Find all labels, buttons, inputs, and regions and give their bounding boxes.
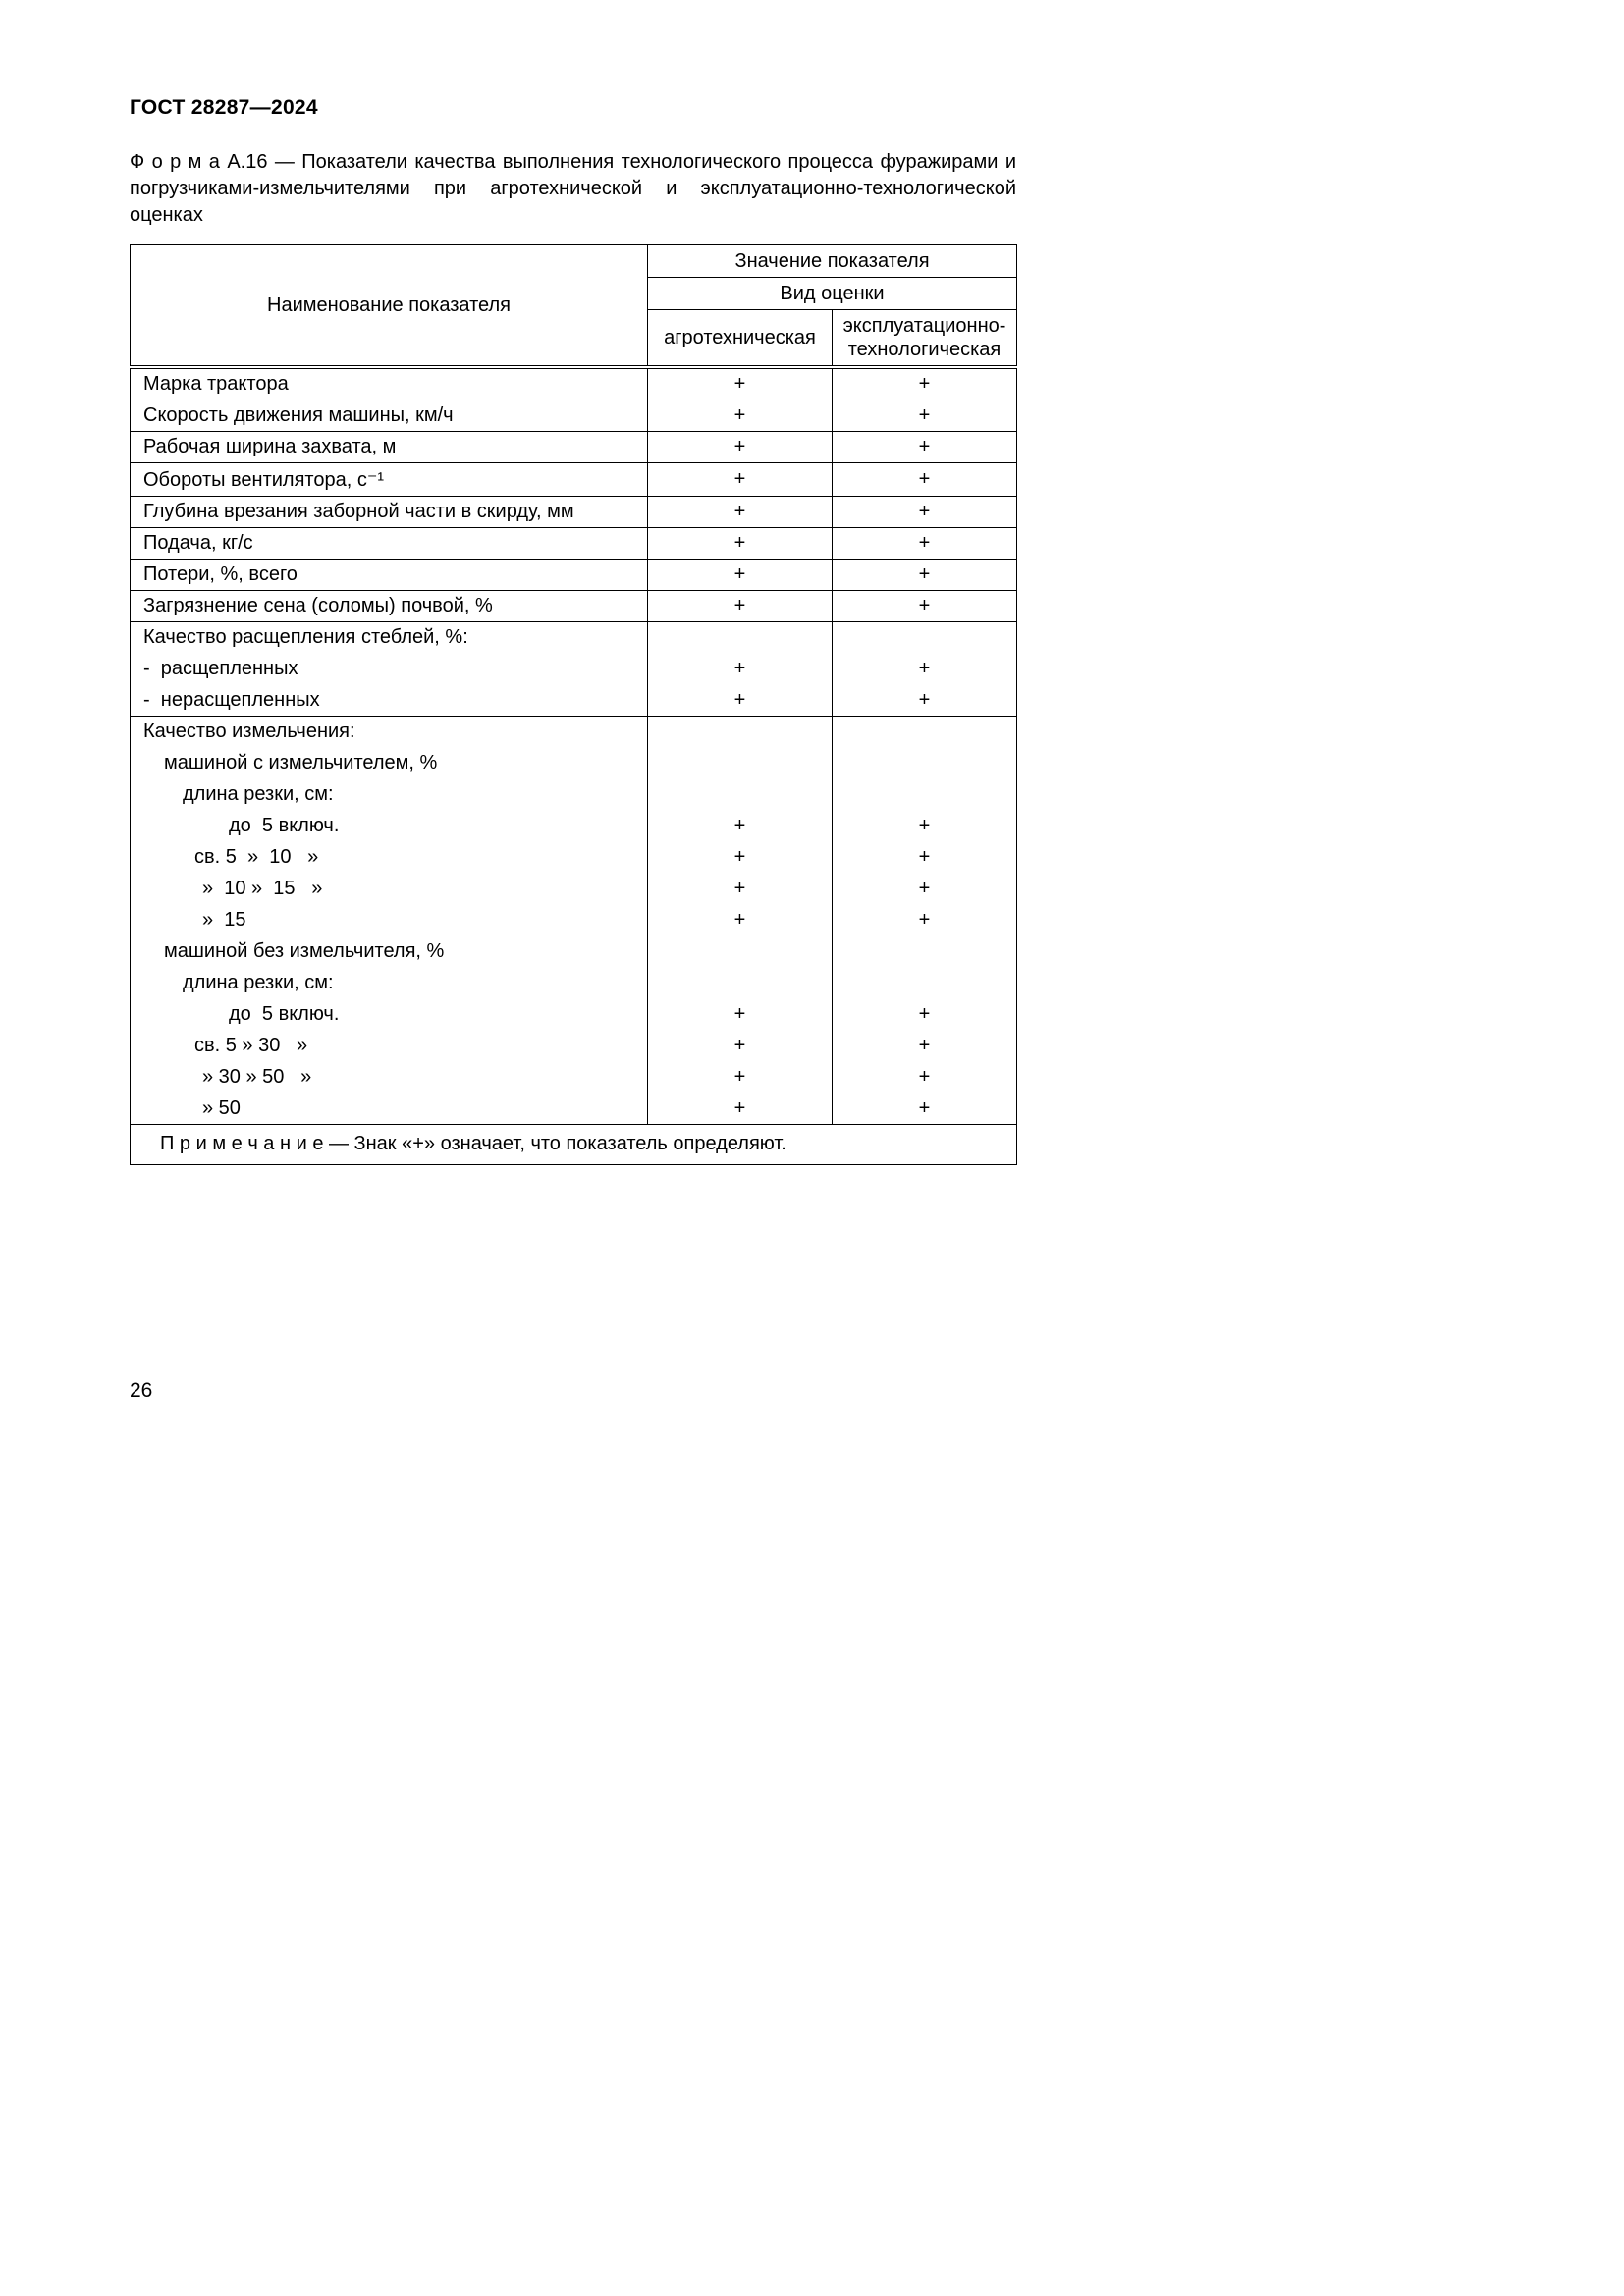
value-operational-technological: + [833, 654, 1017, 685]
table-row [131, 432, 1017, 463]
value-agrotechnical [648, 968, 833, 999]
table-row [131, 1031, 1017, 1062]
table-row [131, 936, 1017, 968]
page-content [130, 0, 1016, 1165]
table-row [131, 874, 1017, 905]
row-label: до 5 включ. [131, 811, 648, 842]
table-row [131, 367, 1017, 400]
form-title: Ф о р м а А.16 — Показатели качества выполнения технологического процесса фуражирами и погрузчиками-измельчителями при агротехнической и эксплуатационно-технологической оценках [130, 151, 1016, 226]
row-label: Марка трактора [131, 367, 648, 400]
value-agrotechnical: + [648, 654, 833, 685]
header-value-group: Значение показателя [648, 245, 1017, 278]
indicators-table [130, 244, 1017, 1165]
row-label: Загрязнение сена (соломы) почвой, % [131, 591, 648, 622]
value-agrotechnical: + [648, 874, 833, 905]
table-footer [131, 1125, 1017, 1165]
row-label: Глубина врезания заборной части в скирду, мм [131, 497, 648, 528]
row-label: Подача, кг/с [131, 528, 648, 560]
row-label: - расщепленных [131, 654, 648, 685]
header-col-agrotechnical: агротехническая [648, 310, 833, 368]
row-label: » 10 » 15 » [131, 874, 648, 905]
value-operational-technological: + [833, 528, 1017, 560]
value-operational-technological [833, 936, 1017, 968]
table-row [131, 1062, 1017, 1094]
row-label: Качество расщепления стеблей, %: [131, 622, 648, 654]
row-label: машиной без измельчителя, % [131, 936, 648, 968]
value-agrotechnical: + [648, 842, 833, 874]
value-operational-technological [833, 968, 1017, 999]
value-operational-technological: + [833, 811, 1017, 842]
value-agrotechnical [648, 622, 833, 654]
standard-number: ГОСТ 28287—2024 [130, 96, 318, 119]
value-agrotechnical: + [648, 1062, 833, 1094]
value-agrotechnical: + [648, 905, 833, 936]
table-row [131, 811, 1017, 842]
row-label: Обороты вентилятора, с⁻¹ [131, 463, 648, 497]
value-operational-technological [833, 748, 1017, 779]
value-operational-technological: + [833, 874, 1017, 905]
table-row [131, 779, 1017, 811]
value-agrotechnical [648, 748, 833, 779]
row-label: св. 5 » 30 » [131, 1031, 648, 1062]
value-operational-technological: + [833, 367, 1017, 400]
page-number: 26 [130, 1379, 153, 1402]
header-col-operational-technological: эксплуатационно-технологическая [833, 310, 1017, 368]
value-operational-technological: + [833, 560, 1017, 591]
table-note: П р и м е ч а н и е — Знак «+» означает, что показатель определяют. [131, 1125, 1017, 1165]
table-row [131, 842, 1017, 874]
row-label: длина резки, см: [131, 968, 648, 999]
value-agrotechnical: + [648, 811, 833, 842]
row-label: » 30 » 50 » [131, 1062, 648, 1094]
table-row [131, 560, 1017, 591]
table-row [131, 591, 1017, 622]
table-row [131, 1094, 1017, 1125]
value-agrotechnical: + [648, 999, 833, 1031]
value-agrotechnical [648, 779, 833, 811]
value-agrotechnical: + [648, 463, 833, 497]
row-label: св. 5 » 10 » [131, 842, 648, 874]
table-row [131, 968, 1017, 999]
value-operational-technological: + [833, 842, 1017, 874]
row-label: - нерасщепленных [131, 685, 648, 717]
table-row [131, 654, 1017, 685]
row-label: » 15 [131, 905, 648, 936]
row-label: » 50 [131, 1094, 648, 1125]
value-operational-technological: + [833, 905, 1017, 936]
table-row [131, 622, 1017, 654]
value-agrotechnical: + [648, 367, 833, 400]
value-operational-technological: + [833, 497, 1017, 528]
value-operational-technological: + [833, 591, 1017, 622]
value-agrotechnical [648, 717, 833, 748]
table-row [131, 748, 1017, 779]
value-operational-technological: + [833, 1094, 1017, 1125]
table-row [131, 400, 1017, 432]
table-row [131, 528, 1017, 560]
value-agrotechnical: + [648, 528, 833, 560]
value-agrotechnical: + [648, 497, 833, 528]
header-indicator-name: Наименование показателя [131, 245, 648, 368]
value-operational-technological: + [833, 463, 1017, 497]
table-row [131, 717, 1017, 748]
table-header [131, 245, 1017, 368]
row-label: длина резки, см: [131, 779, 648, 811]
row-label: до 5 включ. [131, 999, 648, 1031]
row-label: машиной с измельчителем, % [131, 748, 648, 779]
value-operational-technological [833, 622, 1017, 654]
table-row [131, 685, 1017, 717]
row-label: Скорость движения машины, км/ч [131, 400, 648, 432]
value-agrotechnical: + [648, 432, 833, 463]
table-row [131, 463, 1017, 497]
header-evaluation-type-group: Вид оценки [648, 278, 1017, 310]
value-agrotechnical: + [648, 591, 833, 622]
row-label: Рабочая ширина захвата, м [131, 432, 648, 463]
value-agrotechnical: + [648, 560, 833, 591]
table-row [131, 497, 1017, 528]
table-row [131, 905, 1017, 936]
value-operational-technological: + [833, 685, 1017, 717]
value-operational-technological [833, 717, 1017, 748]
value-operational-technological: + [833, 400, 1017, 432]
value-agrotechnical: + [648, 400, 833, 432]
value-agrotechnical: + [648, 1031, 833, 1062]
value-operational-technological: + [833, 1062, 1017, 1094]
value-agrotechnical: + [648, 1094, 833, 1125]
value-agrotechnical [648, 936, 833, 968]
value-operational-technological: + [833, 999, 1017, 1031]
value-operational-technological: + [833, 432, 1017, 463]
row-label: Потери, %, всего [131, 560, 648, 591]
value-operational-technological: + [833, 1031, 1017, 1062]
value-operational-technological [833, 779, 1017, 811]
row-label: Качество измельчения: [131, 717, 648, 748]
table-row [131, 999, 1017, 1031]
value-agrotechnical: + [648, 685, 833, 717]
table-body [131, 367, 1017, 1125]
